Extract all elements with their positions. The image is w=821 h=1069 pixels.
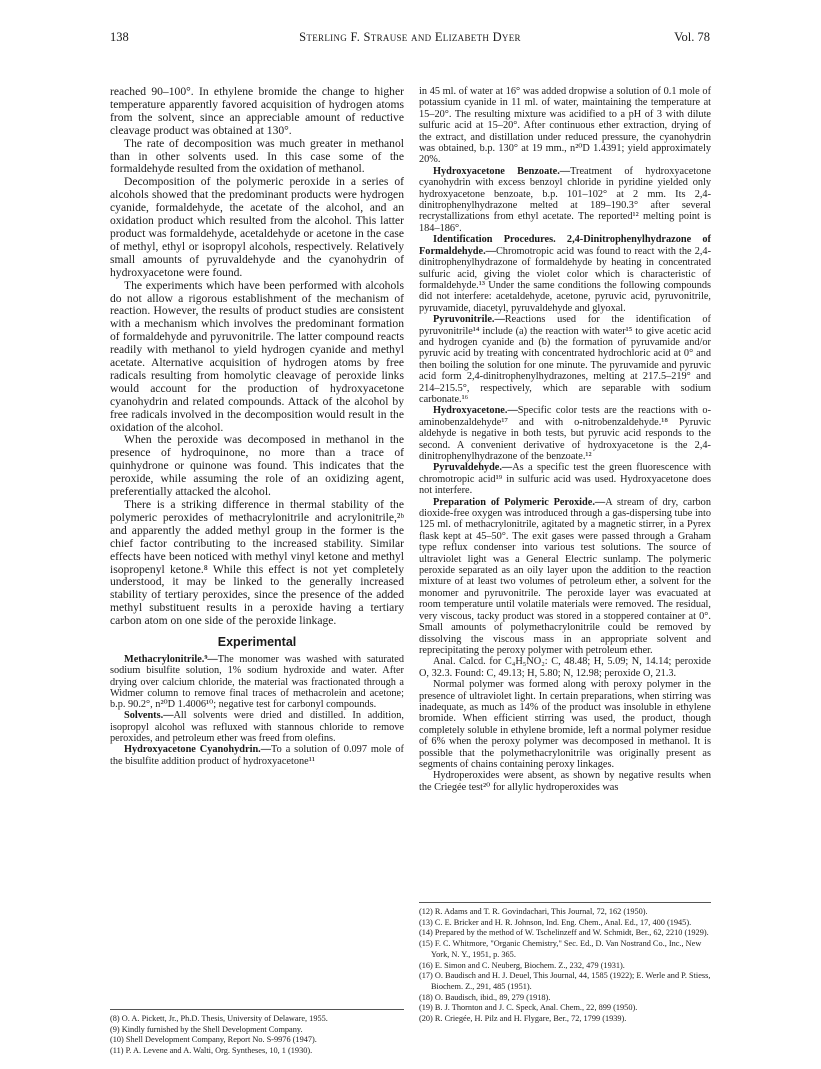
run-in-heading: Hydroxyacetone.—	[433, 405, 518, 417]
experimental-paragraph	[419, 770, 711, 793]
run-in-heading: Hydroxyacetone Benzoate.—	[433, 165, 571, 177]
page-number: 138	[110, 30, 129, 44]
paragraph-text: Chromotropic acid was found to react with the 2,4-dinitrophenylhydrazone of formaldehyde by heating in concentrated sulfuric acid, giving the violet color which is characteristic of formaldehyde.¹³ Under the same conditions the following compounds did not interfere: acetaldehyde, acetone, pyruvic acid, pyruvonitrile, pyruvamide, diacetyl, pyruvaldehyde and glyoxal.	[419, 245, 711, 314]
experimental-paragraph	[419, 497, 711, 657]
footnote: (10) Shell Development Company, Report No. S-9976 (1947).	[110, 1035, 317, 1045]
paragraph: When the peroxide was decomposed in methanol in the presence of hydroquinone, no more than a trace of quinhydrone or quinone was found. This indicates that the peroxide, while assuming the role of an oxidizing agent, preferentially attacked the alcohol.	[110, 433, 404, 499]
section-heading-experimental: Experimental	[217, 635, 297, 650]
experimental-paragraph	[419, 234, 711, 314]
paragraph: There is a striking difference in thermal stability of the polymeric peroxides of methacrylonitrile and acrylonitrile,²ᵇ and apparently the added methyl group in the former is the chief factor contributing to the increased stability. Similar effects have been noticed with methyl vinyl ketone and methyl isopropenyl ketone.⁸ While this effect is not yet completely understood, it may be linked to the generally increased stability of tertiary peroxides, since the presence of the added methyl substituent results in a peroxide having a tertiary carbon atom on one side of the peroxide linkage.	[110, 498, 404, 628]
paragraph: The rate of decomposition was much greater in methanol than in other solvents used. In this case some of the formaldehyde resulted from the oxidation of methanol.	[110, 136, 404, 176]
footnote: (19) B. J. Thornton and J. C. Speck, Anal. Chem., 22, 899 (1950).	[419, 1003, 638, 1013]
footnote: (15) F. C. Whitmore, "Organic Chemistry," Sec. Ed., D. Van Nostrand Co., Inc., New York, N. Y., 1951, p. 365.	[419, 939, 702, 959]
paragraph-text: All solvents were dried and distilled. In addition, isopropyl alcohol was refluxed with stannous chloride to remove peroxides, and petroleum ether was freed from olefins.	[110, 710, 404, 745]
experimental-paragraph	[110, 744, 404, 767]
run-in-heading: Pyruvonitrile.—	[433, 314, 505, 326]
experimental-paragraph	[419, 86, 711, 166]
paragraph-text: The monomer was washed with saturated sodium bisulfite solution, 1% sodium hydroxide and water. After drying over calcium chloride, the material was fractionated through a Widmer column to remove final traces of methacrolein and acetone; b.p. 90.2°, n²⁰D 1.4006¹⁰; negative test for carbonyl compounds.	[110, 653, 404, 711]
footnotes-left	[110, 1009, 404, 1057]
run-in-heading: Pyruvaldehyde.—	[433, 462, 513, 474]
footnote: (17) O. Baudisch and H. J. Deuel, This Journal, 44, 1585 (1922); E. Werle and P. Stiess, Biochem. Z., 291, 485 (1951).	[419, 971, 711, 991]
run-in-heading: Hydroxyacetone Cyanohydrin.—	[124, 744, 272, 756]
volume-label: Vol. 78	[674, 30, 710, 44]
experimental-paragraph	[110, 654, 404, 710]
footnote: (14) Prepared by the method of W. Tschelinzeff and W. Schmidt, Ber., 62, 2210 (1929).	[419, 928, 709, 938]
running-head-authors: Sterling F. Strause and Elizabeth Dyer	[299, 30, 521, 44]
footnote: (9) Kindly furnished by the Shell Development Company.	[110, 1024, 303, 1034]
run-in-heading: Preparation of Polymeric Peroxide.—	[433, 496, 606, 508]
run-in-heading: Identification Procedures. 2,4-Dinitrophenylhydrazone of Formaldehyde.—	[419, 234, 711, 257]
experimental-paragraph	[419, 314, 711, 405]
experimental-paragraph	[419, 462, 711, 496]
paragraph-text: To a solution of 0.097 mole of the bisulfite addition product of hydroxyacetone¹¹	[110, 744, 404, 767]
footnote: (8) O. A. Pickett, Jr., Ph.D. Thesis, University of Delaware, 1955.	[110, 1014, 328, 1023]
experimental-paragraph	[419, 166, 711, 234]
paragraph-text: Reactions used for the identification of pyruvonitrile¹⁴ include (a) the reaction with water¹⁵ to give acetic acid and hydrogen cyanide and (b) the formation of pyruvamide and/or pyruvic acid by treating with concentrated hydrochloric acid at 0° and then boiling the solution for one minute. The pyruvamide and pyruvic acid form 2,4-dinitrophenylhydrazones, melting at 217.5–219° and 214–215.5°, respectively, which are separable with sodium carbonate.¹⁶	[419, 314, 711, 405]
paragraph-text: Anal. Calcd. for C₄H₅NO₂: C, 48.48; H, 5.09; N, 14.14; peroxide O, 32.3. Found: C, 49.13; H, 5.80; N, 12.98; peroxide O, 21.3.	[419, 656, 711, 679]
paragraph-text: As a specific test the green fluorescence with chromotropic acid¹⁹ in sulfuric acid was used. Hydroxyacetone does not interfere.	[419, 462, 711, 497]
paragraph-text: A stream of dry, carbon dioxide-free oxygen was introduced through a gas-dispersing tube into 125 ml. of methacrylonitrile, agitated by a magnetic stirrer, in a Pyrex flask kept at 45–50°. The exit gases were passed through a Graham type reflux condenser into various test solutions. The source of ultraviolet light was a General Electric sunlamp. The polymeric peroxide separated as an oily layer upon the addition to the reaction mixture of at least two volumes of petroleum ether, a solvent for the monomer and pyruvonitrile. The peroxide layer was evacuated at room temperature until volatile materials were removed. The residual, very viscous, tacky product was stored in a stoppered container at 0°. Small amounts of polymethacrylonitrile could be removed by dissolving the viscous mass in an appropriate solvent and reprecipitating the peroxy polymer with petroleum ether.	[419, 496, 711, 656]
paragraph-text: Hydroperoxides were absent, as shown by negative results when the Criegée test²⁰ for allylic hydroperoxides was	[419, 770, 711, 793]
experimental-paragraph	[419, 405, 711, 462]
experimental-paragraph	[419, 679, 711, 770]
run-in-heading: Methacrylonitrile.⁹—	[124, 653, 218, 665]
right-column	[419, 86, 711, 793]
paragraph-text: Normal polymer was formed along with peroxy polymer in the presence of ultraviolet light. In certain preparations, when stirring was inadequate, as much as 14% of the product was insoluble in ethylene bromide. When efficient stirring was used, the product, though completely soluble in ethylene bromide, left a normal polymer residue of 6% when the peroxy polymer was decomposed in methanol. It is possible that the polymethacrylonitrile was originally present as segments of chains containing peroxy linkages.	[419, 679, 711, 770]
paragraph: reached 90–100°. In ethylene bromide the change to higher temperature apparently favored acquisition of hydrogen atoms from the solvent, since an appreciable amount of reductive cleavage product was obtained at 130°.	[110, 85, 404, 137]
footnotes-right	[419, 902, 711, 1025]
paragraph-text: Treatment of hydroxyacetone cyanohydrin with excess benzoyl chloride in pyridine yielded only hydroxyacetone benzoate, b.p. 101–102° at 2 mm. Its 2,4-dinitrophenylhydrazone melted at 189–190.3° after several recrystallizations from ethyl acetate. The reported¹² melting point is 184–186°.	[419, 165, 711, 234]
paragraph: The experiments which have been performed with alcohols do not allow a rigorous establishment of the mechanism of reaction. However, the results of product studies are consistent with a mechanism which involves the predominant formation of formaldehyde and pyruvonitrile. The latter compound reacts readily with methanol to yield hydrogen cyanide and methyl acetate. Alternative acquisition of hydrogen atoms by free radicals resulting from homolytic cleavage of peroxide links would account for the production of hydroxyacetone cyanohydrin and related compounds. Attack of the alcohol by free radicals involved in the decomposition would result in the oxidation of the alcohol.	[110, 278, 404, 434]
left-column	[110, 86, 404, 767]
footnote: (11) P. A. Levene and A. Walti, Org. Syntheses, 10, 1 (1930).	[110, 1046, 313, 1056]
footnote: (18) O. Baudisch, ibid., 89, 279 (1918).	[419, 992, 551, 1002]
run-in-heading: Solvents.—	[124, 710, 174, 722]
paragraph: Decomposition of the polymeric peroxide in a series of alcohols showed that the predominant products were hydrogen cyanide, formaldehyde, the acetate of the alcohol, and an oxidation product which resulted from the alcohol. This latter product was formaldehyde, acetaldehyde or acetone in the case of methyl, ethyl or isopropyl alcohols, respectively. Relatively small amounts of pyruvaldehyde and the cyanohydrin of hydroxyacetone were found.	[110, 175, 404, 279]
paragraph-text: Specific color tests are the reactions with o-aminobenzaldehyde¹⁷ and with o-nitrobenzaldehyde.¹⁸ Pyruvic aldehyde is negative in both tests, but pyruvic acid responds to the second. A convenient derivative of hydroxyacetone is the 2,4-dinitrophenylhydrazone of the benzoate.¹²	[419, 405, 711, 462]
footnote: (13) C. E. Bricker and H. R. Johnson, Ind. Eng. Chem., Anal. Ed., 17, 400 (1945).	[419, 917, 692, 927]
footnote: (12) R. Adams and T. R. Govindachari, This Journal, 72, 162 (1950).	[419, 907, 648, 916]
footnote: (20) R. Criegée, H. Pilz and H. Flygare, Ber., 72, 1799 (1939).	[419, 1014, 627, 1024]
experimental-paragraph	[110, 710, 404, 744]
footnote: (16) E. Simon and C. Neuberg, Biochem. Z., 232, 479 (1931).	[419, 960, 625, 970]
paragraph-text: in 45 ml. of water at 16° was added dropwise a solution of 0.1 mole of potassium cyanide in 11 ml. of water, maintaining the temperature at 15–20°. The resulting mixture was acidified to a pH of 3 with dilute sulfuric acid at 15–20°. After continuous ether extraction, drying of the extract, and distillation under reduced pressure, the cyanohydrin was obtained, b.p. 130° at 19 mm., n²⁰D 1.4391; yield approximately 20%.	[419, 86, 711, 166]
analysis-paragraph	[419, 656, 711, 679]
running-header	[110, 30, 710, 46]
